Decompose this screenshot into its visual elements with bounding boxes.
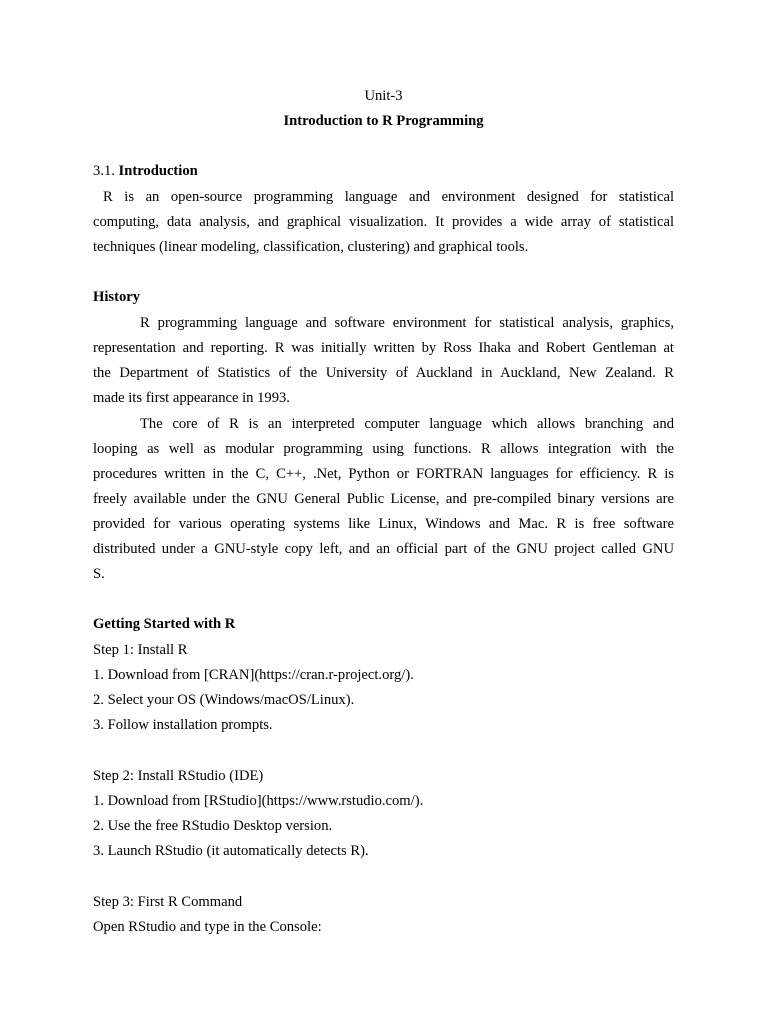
unit-label: Unit-3 bbox=[364, 88, 403, 104]
history-p1-line-4: made its first appearance in 1993. bbox=[93, 390, 290, 406]
history-p2-line-4: freely available under the GNU General Public License, and pre-compiled binary versions are bbox=[93, 491, 674, 507]
page-title: Introduction to R Programming bbox=[283, 113, 484, 129]
step2-title: Step 2: Install RStudio (IDE) bbox=[93, 768, 264, 784]
step1-item-1: 1. Download from [CRAN](https://cran.r-project.org/). bbox=[93, 667, 414, 683]
history-p2-line-5: provided for various operating systems like Linux, Windows and Mac. R is free software bbox=[93, 516, 674, 532]
history-p2-line-3: procedures written in the C, C++, .Net, Python or FORTRAN languages for efficiency. R is bbox=[93, 466, 674, 482]
history-p2-line-6: distributed under a GNU-style copy left, and an official part of the GNU project called GNU bbox=[93, 541, 674, 557]
getting-started-heading: Getting Started with R bbox=[93, 616, 236, 632]
intro-line-3: techniques (linear modeling, classification, clustering) and graphical tools. bbox=[93, 239, 529, 255]
step2-item-2: 2. Use the free RStudio Desktop version. bbox=[93, 818, 333, 834]
step1-title: Step 1: Install R bbox=[93, 642, 188, 658]
step3-item-1: Open RStudio and type in the Console: bbox=[93, 919, 322, 935]
intro-line-2: computing, data analysis, and graphical visualization. It provides a wide array of statistical bbox=[93, 214, 674, 230]
history-p1-line-3: the Department of Statistics of the University of Auckland in Auckland, New Zealand. R bbox=[93, 365, 674, 381]
step2-item-3: 3. Launch RStudio (it automatically detects R). bbox=[93, 843, 369, 859]
step1-item-3: 3. Follow installation prompts. bbox=[93, 717, 273, 733]
step1-item-2: 2. Select your OS (Windows/macOS/Linux). bbox=[93, 692, 355, 708]
history-p1-line-2: representation and reporting. R was initially written by Ross Ihaka and Robert Gentleman at bbox=[93, 340, 674, 356]
history-p2-line-7: S. bbox=[93, 566, 105, 582]
intro-line-1: R is an open-source programming language and environment designed for statistical bbox=[103, 189, 674, 205]
section-heading-introduction bbox=[93, 162, 674, 180]
history-p2-line-1: The core of R is an interpreted computer language which allows branching and bbox=[140, 416, 674, 432]
history-heading: History bbox=[93, 289, 141, 305]
step3-title: Step 3: First R Command bbox=[93, 894, 243, 910]
step2-item-1: 1. Download from [RStudio](https://www.rstudio.com/). bbox=[93, 793, 424, 809]
section-title: Introduction bbox=[118, 163, 198, 179]
history-p1-line-1: R programming language and software environment for statistical analysis, graphics, bbox=[140, 315, 674, 331]
history-p2-line-2: looping as well as modular programming using functions. R allows integration with the bbox=[93, 441, 674, 457]
section-number: 3.1. bbox=[93, 163, 115, 179]
